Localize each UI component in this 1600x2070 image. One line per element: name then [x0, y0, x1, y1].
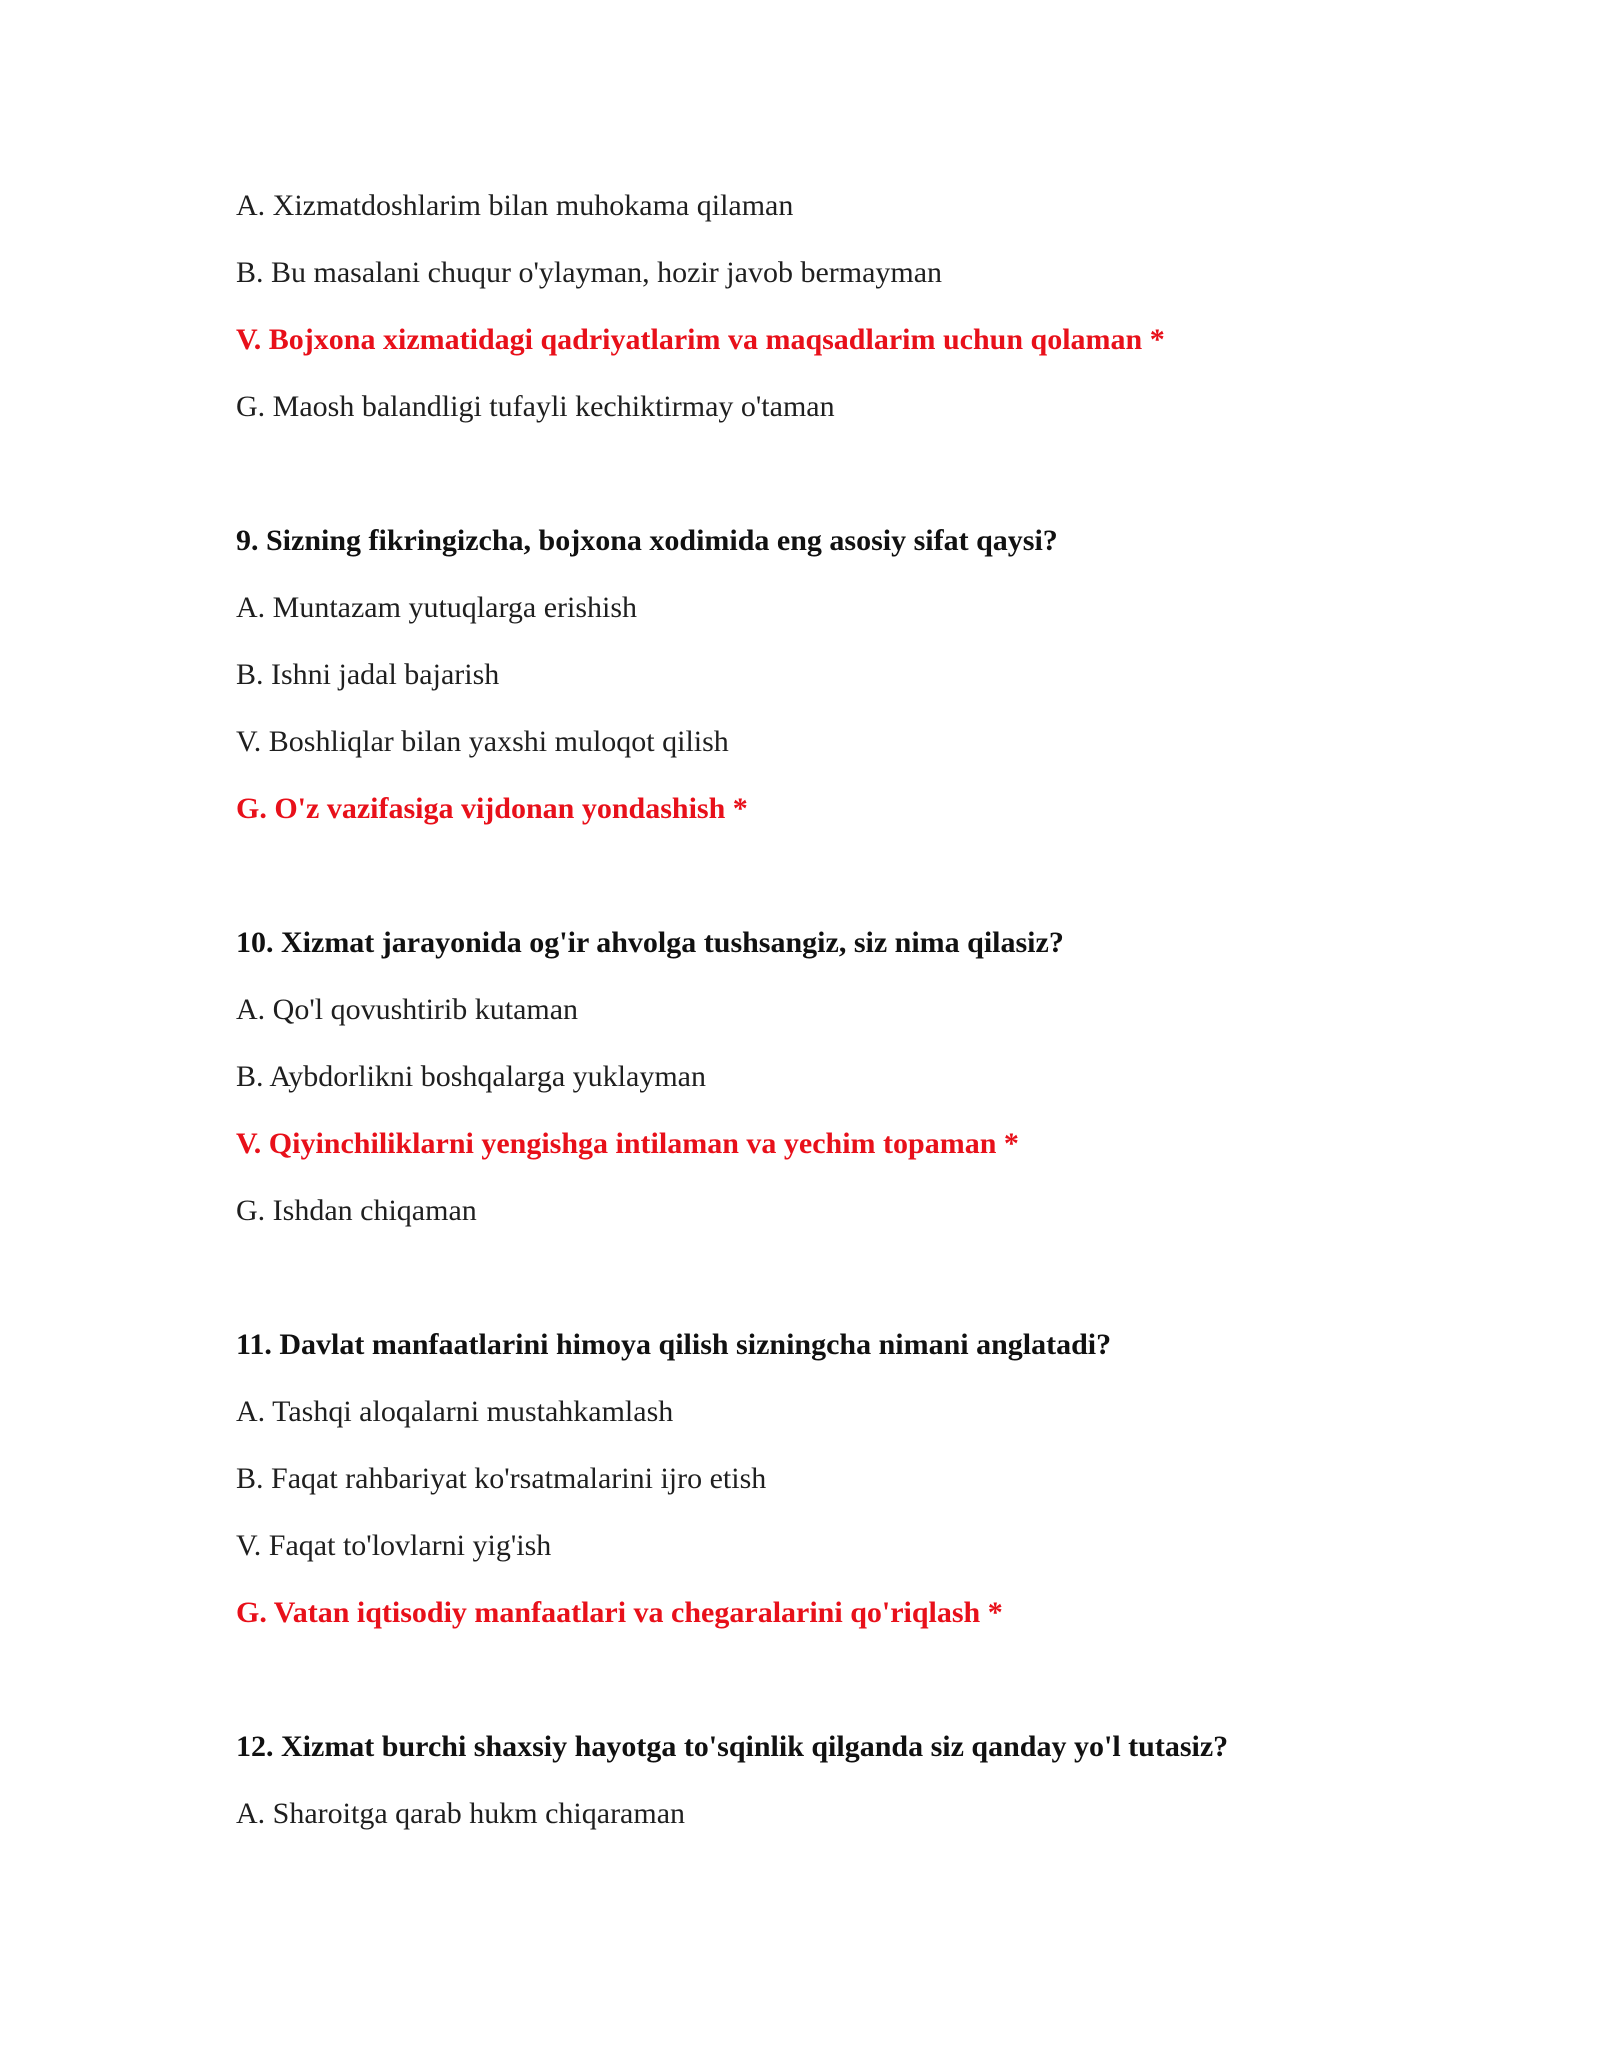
correct-answer-option: G. O'z vazifasiga vijdonan yondashish *	[236, 792, 748, 825]
answer-option: A. Qo'l qovushtirib kutaman	[236, 993, 579, 1026]
question-heading: 12. Xizmat burchi shaxsiy hayotga to'sqinlik qilganda siz qanday yo'l tutasiz?	[236, 1730, 1229, 1763]
answer-option: V. Boshliqlar bilan yaxshi muloqot qilish	[236, 725, 729, 758]
correct-answer-option: V. Qiyinchiliklarni yengishga intilaman va yechim topaman *	[236, 1127, 1019, 1160]
correct-answer-option: V. Bojxona xizmatidagi qadriyatlarim va maqsadlarim uchun qolaman *	[236, 323, 1165, 356]
answer-option: B. Aybdorlikni boshqalarga yuklayman	[236, 1060, 706, 1093]
answer-option: G. Maosh balandligi tufayli kechiktirmay o'taman	[236, 390, 835, 423]
answer-option: A. Sharoitga qarab hukm chiqaraman	[236, 1797, 686, 1830]
answer-option: B. Faqat rahbariyat ko'rsatmalarini ijro etish	[236, 1462, 767, 1495]
correct-answer-option: G. Vatan iqtisodiy manfaatlari va chegaralarini qo'riqlash *	[236, 1596, 1003, 1629]
answer-option: A. Tashqi aloqalarni mustahkamlash	[236, 1395, 674, 1428]
question-heading: 9. Sizning fikringizcha, bojxona xodimida eng asosiy sifat qaysi?	[236, 524, 1058, 557]
answer-option: G. Ishdan chiqaman	[236, 1194, 477, 1227]
answer-option: V. Faqat to'lovlarni yig'ish	[236, 1529, 552, 1562]
answer-option: A. Muntazam yutuqlarga erishish	[236, 591, 638, 624]
answer-option: B. Bu masalani chuqur o'ylayman, hozir javob bermayman	[236, 256, 943, 289]
answer-option: A. Xizmatdoshlarim bilan muhokama qilaman	[236, 189, 794, 222]
answer-option: B. Ishni jadal bajarish	[236, 658, 500, 691]
question-heading: 11. Davlat manfaatlarini himoya qilish sizningcha nimani anglatadi?	[236, 1328, 1112, 1361]
question-heading: 10. Xizmat jarayonida og'ir ahvolga tushsangiz, siz nima qilasiz?	[236, 926, 1064, 959]
